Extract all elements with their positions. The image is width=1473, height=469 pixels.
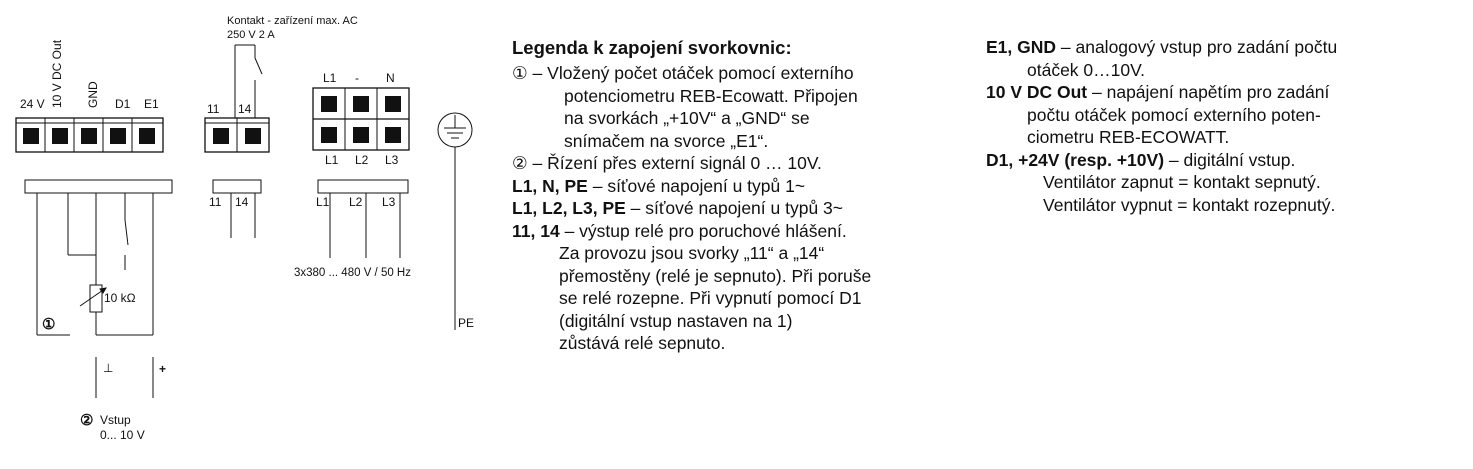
legend-title: Legenda k zapojení svorkovnic:	[512, 37, 792, 58]
legend-item-2-text: Řízení přes externí signál 0 … 10V.	[547, 153, 822, 173]
legend-lead: L1, L2, L3, PE	[512, 198, 626, 218]
power-label-l2-mid: L2	[355, 153, 369, 167]
legend-lead: E1, GND	[986, 37, 1057, 57]
legend-lead: 10 V DC Out	[986, 82, 1088, 102]
terminal-screw	[213, 128, 229, 144]
power-label-l2-bottom: L2	[349, 195, 363, 209]
terminal-screw	[245, 128, 261, 144]
control-connector-bar	[25, 180, 172, 193]
power-label-n-top: N	[386, 71, 395, 85]
legend-right-column	[986, 36, 1466, 216]
legend-item-l1-n-pe	[512, 175, 982, 198]
terminal-label-24v: 24 V	[20, 97, 45, 111]
earth-ground-icon	[438, 113, 475, 330]
marker-1: ①	[42, 316, 56, 333]
legend-left-column	[512, 36, 982, 355]
terminal-screw	[321, 127, 337, 143]
potentiometer-value: 10 kΩ	[104, 291, 136, 305]
terminal-screw	[353, 96, 369, 112]
marker-2: ②	[80, 412, 94, 429]
terminal-screw	[52, 128, 68, 144]
pe-label: PE	[458, 316, 475, 330]
terminal-block-relay	[205, 118, 269, 152]
terminal-screw	[385, 127, 401, 143]
legend-item-1-marker: ① –	[512, 63, 543, 83]
legend-item-1-text: Vložený počet otáček pomocí externího	[547, 63, 854, 83]
terminal-block-power	[313, 88, 409, 150]
input-plus-symbol: +	[159, 362, 167, 376]
legend-relay-line: Za provozu jsou svorky „11“ a „14“	[559, 243, 825, 263]
input-label-line2: 0... 10 V	[100, 428, 145, 442]
legend-relay-line: přemostěny (relé je sepnuto). Při poruše	[559, 265, 872, 286]
legend-item-2-marker: ② –	[512, 153, 543, 173]
legend-text: – napájení napětím pro zadání	[1087, 82, 1330, 102]
relay-wiring	[213, 180, 261, 238]
control-wiring	[25, 180, 172, 335]
legend-dc-line: ciometru REB-ECOWATT.	[1027, 127, 1230, 147]
input-label-line1: Vstup	[100, 413, 131, 427]
contact-note-line2: 250 V 2 A	[227, 29, 275, 41]
terminal-block-control	[16, 39, 163, 152]
legend-item-relay	[512, 220, 982, 243]
relay-label-14-bottom: 14	[235, 195, 249, 209]
legend-item-d1	[986, 149, 1466, 172]
legend-relay-line: zůstává relé sepnuto.	[559, 333, 726, 353]
legend-item-1-line: snímačem na svorce „E1“.	[564, 130, 769, 151]
input-ground-symbol: ⊥	[103, 361, 114, 375]
terminal-screw	[139, 128, 155, 144]
legend-d1-line: Ventilátor vypnut = kontakt rozepnutý.	[1043, 194, 1336, 215]
relay-label-11-top: 11	[207, 102, 220, 116]
legend-item-10v-dc-out	[986, 81, 1466, 104]
legend-text: – síťové napojení u typů 1~	[587, 175, 806, 196]
legend-relay-line: (digitální vstup nastaven na 1)	[559, 310, 793, 331]
terminal-screw	[353, 127, 369, 143]
terminal-screw	[385, 96, 401, 112]
terminal-screw	[23, 128, 39, 144]
legend-item-l1-l2-l3-pe	[512, 197, 982, 220]
legend-text: – síťové napojení u typů 3~	[625, 198, 844, 218]
legend-item-1-line: potenciometru REB-Ecowatt. Připojen	[564, 85, 858, 106]
terminal-label-d1: D1	[115, 97, 131, 111]
relay-label-11-bottom: 11	[209, 195, 222, 209]
power-label-l1-mid: L1	[325, 153, 339, 167]
terminal-screw	[81, 128, 97, 144]
power-label-l3-bottom: L3	[382, 195, 396, 209]
legend-relay-line: se relé rozepne. Při vypnutí pomocí D1	[559, 288, 862, 308]
power-supply-text: 3x380 ... 480 V / 50 Hz	[294, 267, 411, 279]
power-label-l3-mid: L3	[385, 153, 399, 167]
legend-lead: D1, +24V (resp. +10V)	[986, 149, 1165, 170]
legend-lead: 11, 14	[512, 220, 560, 241]
terminal-label-10v-dc-out: 10 V DC Out	[50, 39, 64, 108]
power-label-l1-bottom: L1	[316, 195, 330, 209]
relay-label-14-top: 14	[238, 102, 252, 116]
terminal-screw	[110, 128, 126, 144]
terminal-label-gnd: GND	[86, 81, 100, 108]
terminal-label-e1: E1	[144, 97, 159, 111]
legend-lead: L1, N, PE	[512, 175, 588, 196]
power-wiring	[318, 180, 408, 258]
legend-item-1	[512, 62, 982, 85]
legend-dc-line: počtu otáček pomocí externího poten-	[1027, 104, 1321, 125]
legend-text: – digitální vstup.	[1164, 149, 1296, 170]
power-label-dash-top: -	[355, 71, 359, 85]
wiring-diagram	[0, 0, 505, 469]
legend-item-1-line: na svorkách „+10V“ a „GND“ se	[564, 108, 810, 128]
terminal-screw	[321, 96, 337, 112]
contact-note-line1: Kontakt - zařízení max. AC	[227, 15, 358, 27]
legend-e1-line: otáček 0…10V.	[1027, 59, 1146, 80]
power-label-l1-top: L1	[323, 71, 337, 85]
legend-item-e1-gnd	[986, 36, 1466, 59]
legend-item-2	[512, 152, 982, 175]
legend-d1-line: Ventilátor zapnut = kontakt sepnutý.	[1043, 172, 1321, 192]
legend-text: – analogový vstup pro zadání počtu	[1056, 37, 1338, 57]
legend-text: – výstup relé pro poruchové hlášení.	[559, 220, 847, 241]
